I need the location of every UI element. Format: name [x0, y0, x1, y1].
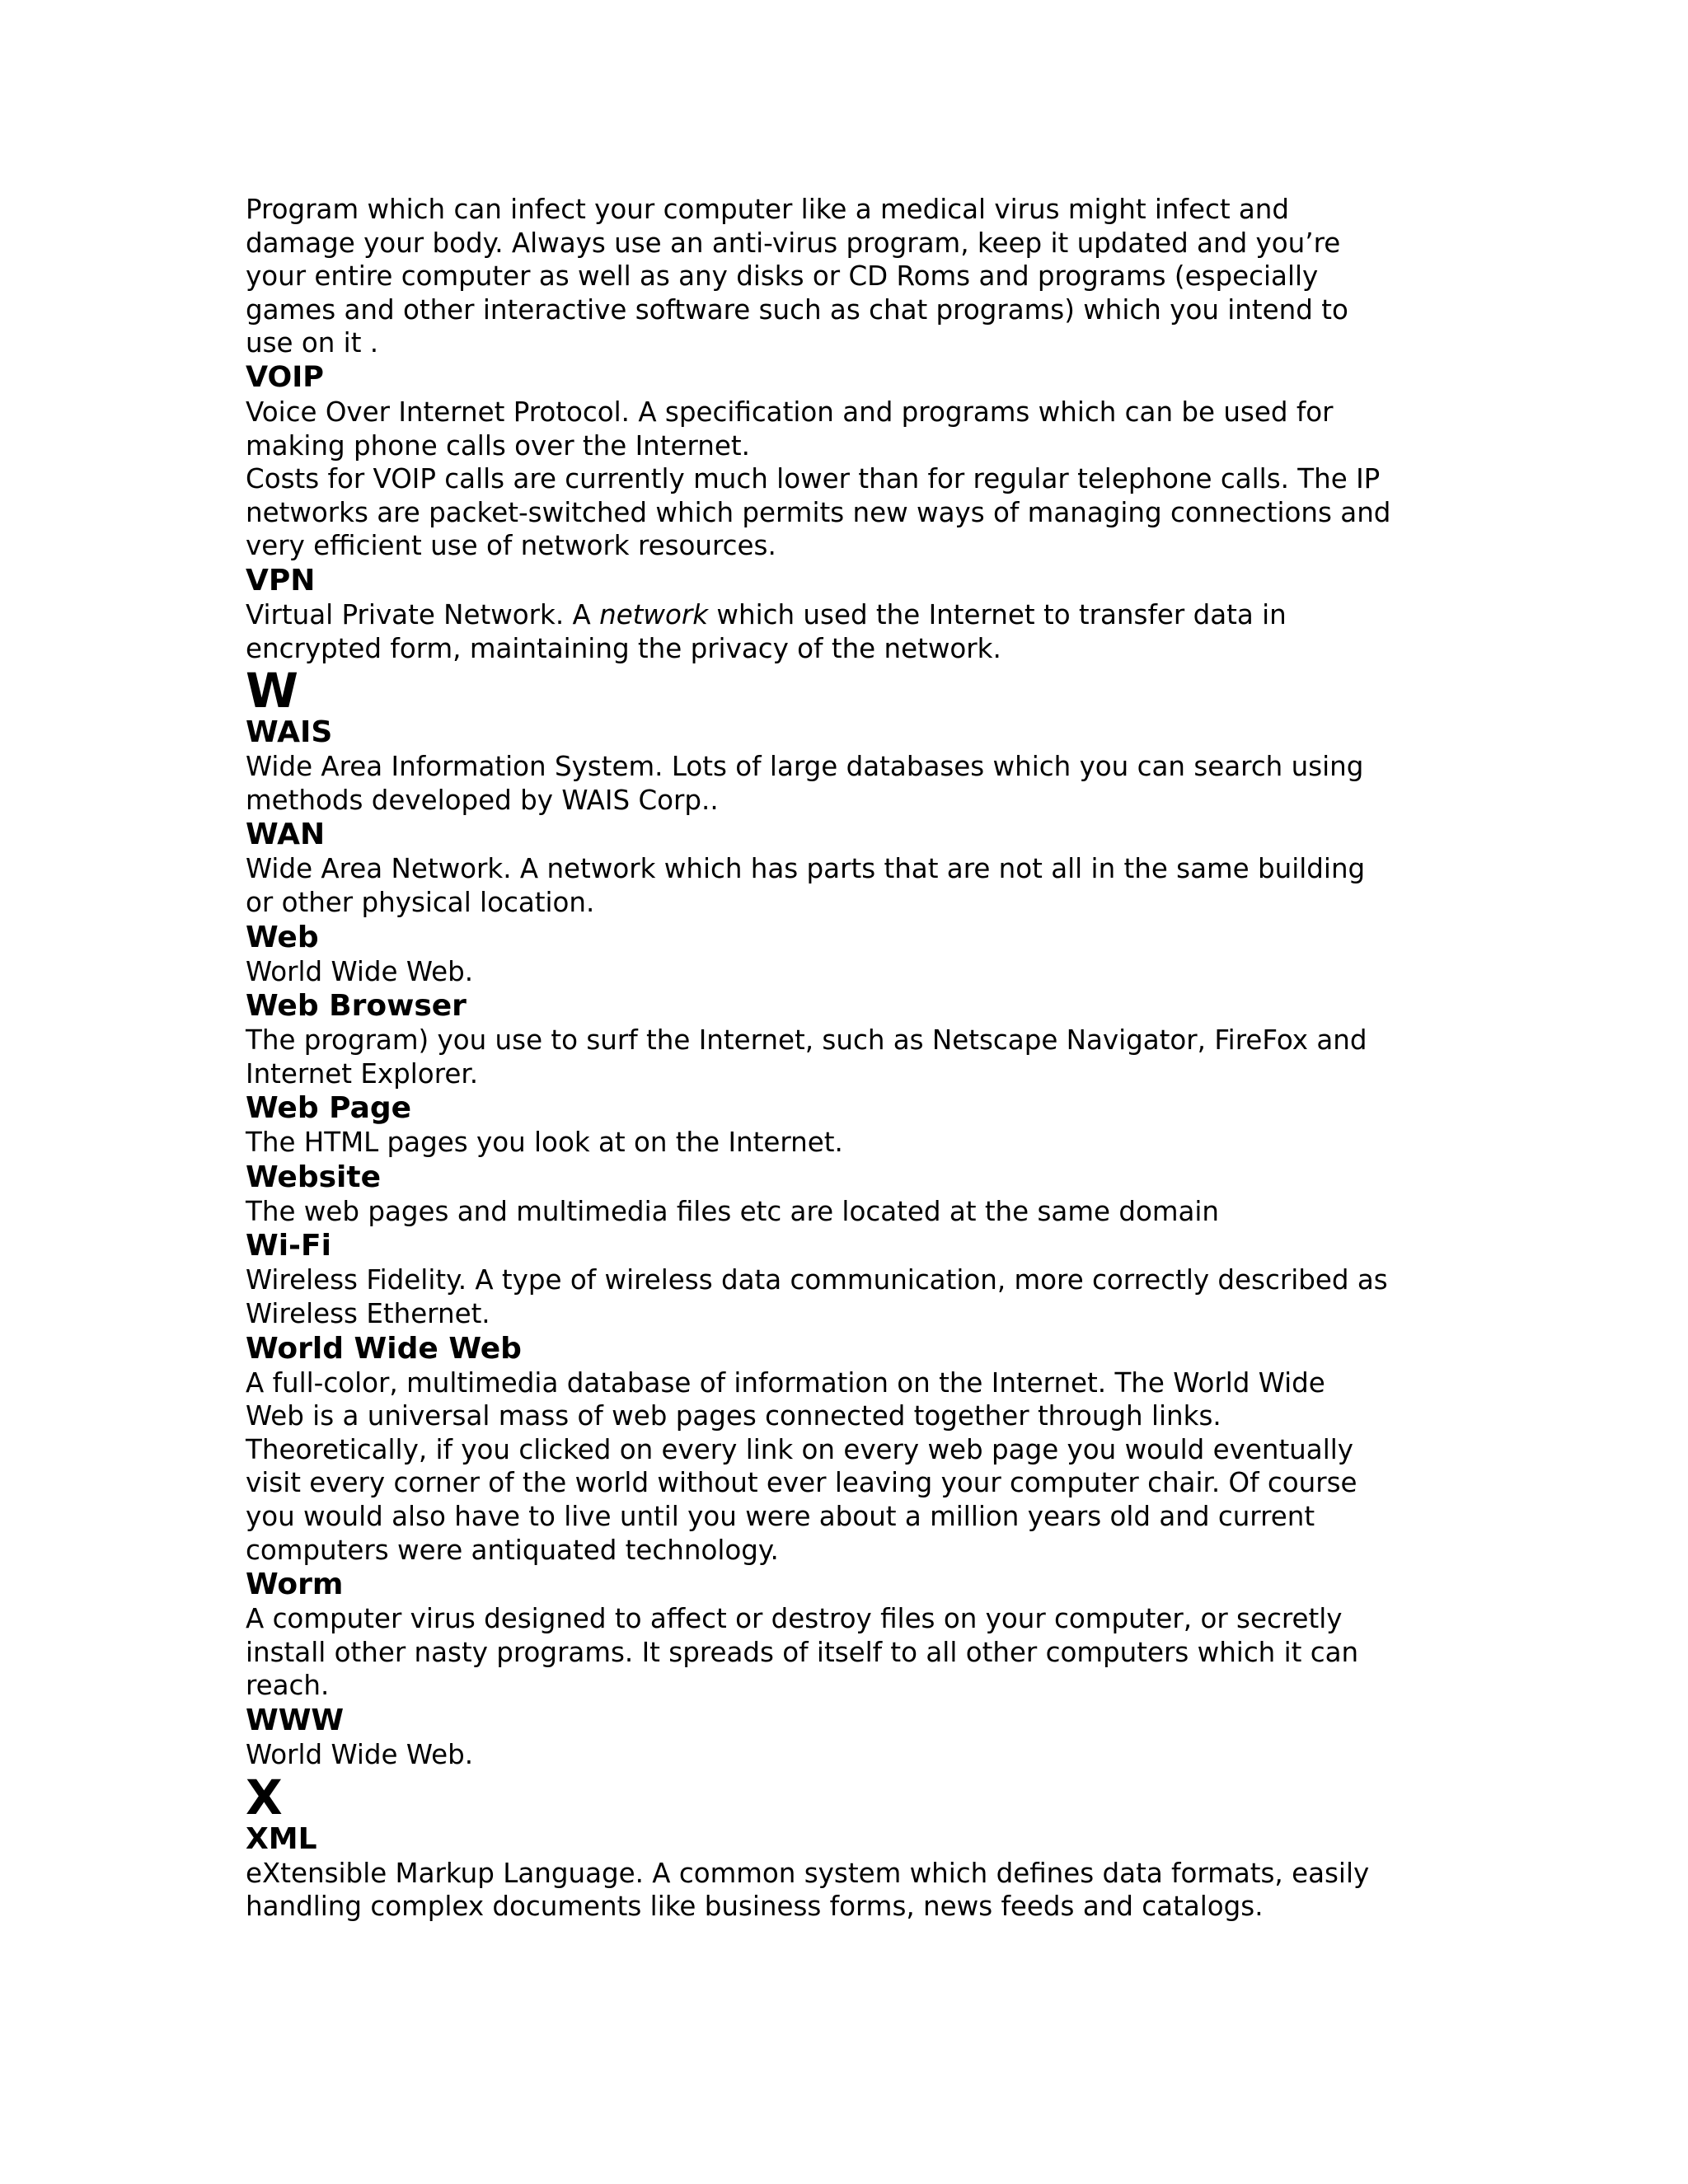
section-letter-x: X: [246, 1769, 283, 1825]
wifi-definition: Wireless Fidelity. A type of wireless data communication, more correctly described as Wireless Ethernet.: [246, 1264, 1388, 1330]
term-web: Web: [246, 920, 319, 954]
term-web-browser: Web Browser: [246, 989, 467, 1024]
web-browser-definition: The program) you use to surf the Internet, such as Netscape Navigator, FireFox and Internet Explorer.: [246, 1024, 1367, 1090]
xml-definition: eXtensible Markup Language. A common system which defines data formats, easily handling complex documents like business forms, news feeds and catalogs.: [246, 1857, 1370, 1923]
www-definition: World Wide Web.: [246, 1739, 474, 1770]
worm-definition: A computer virus designed to affect or destroy files on your computer, or secretly install other nasty programs. It spreads of itself to all other computers which it can reach.: [246, 1603, 1359, 1702]
term-website: Website: [246, 1160, 382, 1194]
term-vpn: VPN: [246, 563, 316, 598]
vpn-definition-emphasis: network: [599, 598, 709, 630]
vpn-definition: [246, 598, 1449, 665]
vpn-definition-end: which used the Internet to transfer data in encrypted form, maintaining the privacy of the network.: [246, 598, 1287, 664]
website-definition: The web pages and multimedia files etc are located at the same domain: [246, 1195, 1220, 1227]
wais-definition: Wide Area Information System. Lots of large databases which you can search using methods developed by WAIS Corp..: [246, 751, 1364, 816]
wan-definition: Wide Area Network. A network which has parts that are not all in the same building or other physical location.: [246, 853, 1366, 918]
term-world-wide-web: World Wide Web: [246, 1331, 522, 1366]
term-www: WWW: [246, 1704, 345, 1737]
term-wais: WAIS: [246, 715, 333, 750]
world-wide-web-definition: A full-color, multimedia database of information on the Internet. The World Wide Web is a universal mass of web pages connected together through links. Theoretically, if you clicked on every link on every web page you would eventually visit every corner of the world without ever leaving your computer chair. Of course you would also have to live until you were about a million years old and current computers were antiquated technology.: [246, 1366, 1357, 1566]
term-xml: XML: [246, 1821, 317, 1856]
section-letter-w: W: [246, 663, 298, 719]
term-worm: Worm: [246, 1568, 344, 1602]
web-page-definition: The HTML pages you look at on the Internet.: [246, 1127, 843, 1159]
vpn-definition-start: Virtual Private Network. A: [246, 598, 600, 630]
web-definition: World Wide Web.: [246, 955, 474, 987]
voip-definition-continued: Costs for VOIP calls are currently much lower than for regular telephone calls. The IP networks are packet-switched which permits new ways of managing connections and very efficient use of network resources.: [246, 463, 1391, 562]
term-voip: VOIP: [246, 360, 324, 394]
term-web-page: Web Page: [246, 1091, 412, 1126]
virus-definition: Program which can infect your computer like a medical virus might infect and damage your body. Always use an anti-virus program, keep it updated and you’re your entire computer as well as any disks or CD Roms and programs (especially games and other interactive software such as chat programs) which you intend to use on it .: [246, 194, 1348, 359]
term-wan: WAN: [246, 818, 326, 852]
term-wifi: Wi-Fi: [246, 1229, 331, 1263]
glossary-content: [246, 193, 1449, 1924]
voip-definition: Voice Over Internet Protocol. A specification and programs which can be used for making phone calls over the Internet.: [246, 396, 1334, 462]
